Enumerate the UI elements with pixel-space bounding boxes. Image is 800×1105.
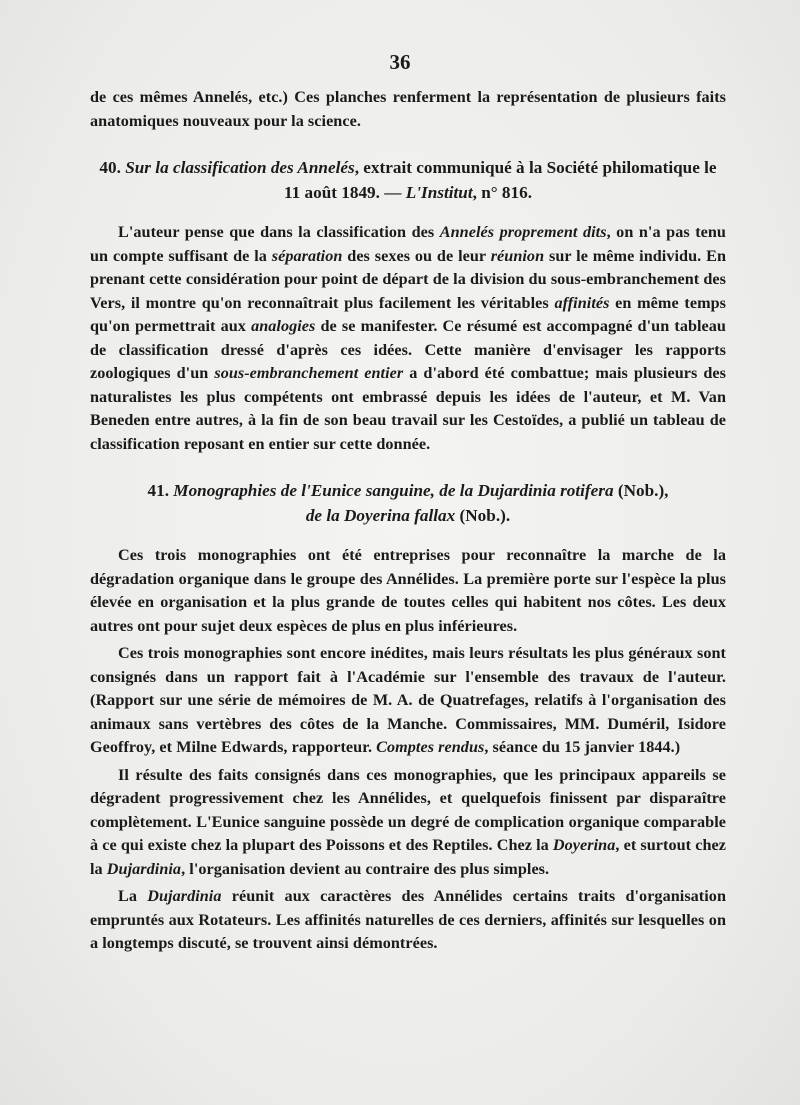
text-run: de se manifester. Ce résumé est accompagné d'un tableau de classification dressé d'après ces idées. Cette manière d'envisager les rapports zoologiques d'un — [90, 317, 726, 382]
section-41-title: Monographies de l'Eunice sanguine, de la Dujardinia rotifera — [173, 481, 614, 500]
page-number: 36 — [389, 50, 411, 74]
section-41-heading — [90, 478, 726, 528]
emphasis: Annelés proprement dits — [439, 223, 607, 241]
section-41-title-line2-rest: (Nob.). — [455, 506, 511, 525]
text-run: , on n'a pas tenu un compte suffisant de la — [90, 223, 726, 265]
text-run: Il résulte des faits consignés dans ces monographies, que les principaux appareils se dégradent progressivement chez les Annélides, et quelquefois finissent par disparaître complètement. L'Eunice sanguine possède un degré de complication organique comparable à ce qui existe chez la plupart des Poissons et des Reptiles. Chez la — [90, 765, 726, 854]
section-41-number: 41. — [147, 481, 169, 500]
text-run: , séance du 15 janvier 1844.) — [484, 738, 681, 756]
text-run: des sexes ou de leur — [342, 246, 491, 265]
section-40-title-rest: , extrait communiqué à la Société philomatique le 11 août 1849. — — [283, 158, 717, 202]
intro-paragraph: de ces mêmes Annelés, etc.) Ces planches renferment la représentation de plusieurs faits anatomiques nouveaux pour la science. — [90, 88, 726, 130]
emphasis: Dujardinia — [106, 859, 182, 878]
text-run: , l'organisation devient au contraire des plus simples. — [181, 859, 550, 878]
text-run: , et surtout chez la — [90, 836, 726, 878]
text-run: La — [118, 887, 148, 905]
emphasis: séparation — [271, 246, 343, 265]
section-40-title: Sur la classification des Annelés — [125, 158, 355, 177]
section-40-journal-rest: , n° 816. — [472, 183, 533, 202]
section-41-title-rest: (Nob.), — [613, 481, 669, 500]
text-run: sur le même individu. En prenant cette considération pour point de départ de la division du sous-embranchement des Vers, il montre qu'on reconnaîtrait plus facilement les véritables — [90, 246, 726, 312]
emphasis: sous-embranchement entier — [214, 364, 404, 382]
section-41-paragraph-2 — [90, 642, 726, 760]
section-41-paragraph-1: Ces trois monographies ont été entreprises pour reconnaître la marche de la dégradation organique dans le groupe des Annélides. La première porte sur l'espèce la plus élevée en organisation et la plus grande de toutes celles qui habitent nos côtes. Les deux autres ont pour sujet deux espèces de plus en plus inférieures. — [90, 546, 726, 635]
section-40-body — [90, 221, 726, 456]
section-40-journal: L'Institut — [405, 183, 473, 202]
emphasis: affinités — [554, 293, 610, 312]
emphasis: analogies — [251, 317, 316, 335]
emphasis: Doyerina — [552, 836, 616, 854]
emphasis: Comptes rendus — [376, 738, 485, 756]
emphasis: réunion — [490, 246, 545, 265]
section-41-title-line2: de la Doyerina fallax — [305, 506, 456, 525]
text-run: a d'abord été combattue; mais plusieurs des naturalistes les plus compétents ont embrassé depuis les idées de l'auteur, et M. Van Beneden entre autres, à la fin de son beau travail sur les Cestoïdes, a publié un tableau de classification reposant en entier sur cette donnée. — [90, 364, 726, 453]
text-run: L'auteur pense que dans la classification des — [118, 223, 440, 241]
section-41-paragraph-3 — [90, 764, 726, 882]
text-run: Ces trois monographies sont encore inédites, mais leurs résultats les plus généraux sont consignés dans un rapport fait à l'Académie sur l'ensemble des travaux de l'auteur. (Rapport sur une série de mémoires de M. A. de Quatrefages, relatifs à l'organisation des animaux sans vertèbres des côtes de la Manche. Commissaires, MM. Duméril, Isidore Geoffroy, et Milne Edwards, rapporteur. — [90, 644, 726, 756]
text-run: réunit aux caractères des Annélides certains traits d'organisation empruntés aux Rotateurs. Les affinités naturelles de ces derniers, affinités sur lesquelles on a longtemps discuté, se trouvent ainsi démontrées. — [90, 887, 726, 952]
emphasis: Dujardinia — [147, 887, 222, 905]
section-40-heading — [90, 155, 726, 205]
section-41-paragraph-4 — [90, 885, 726, 956]
text-run: en même temps qu'on permettrait aux — [90, 293, 727, 335]
section-40-number: 40. — [99, 158, 121, 177]
page-content — [90, 86, 726, 956]
